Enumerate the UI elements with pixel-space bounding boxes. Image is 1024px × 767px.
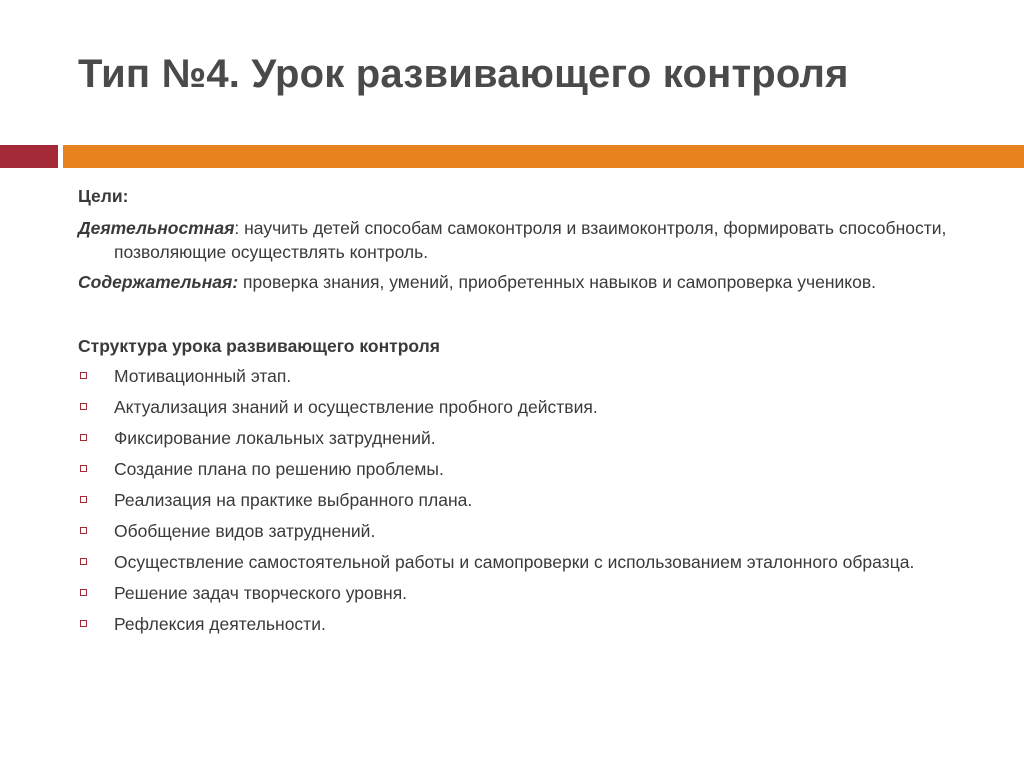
goal-activity-term: Деятельностная xyxy=(78,218,235,238)
slide-title: Тип №4. Урок развивающего контроля xyxy=(78,52,849,96)
structure-heading: Структура урока развивающего контроля xyxy=(78,336,440,356)
structure-list xyxy=(78,364,998,636)
list-item xyxy=(78,612,998,636)
list-item-text: Фиксирование локальных затруднений. xyxy=(114,428,436,448)
list-item-text: Осуществление самостоятельной работы и самопроверки с использованием эталонного образца. xyxy=(114,552,915,572)
list-item-text: Решение задач творческого уровня. xyxy=(114,583,408,603)
list-item xyxy=(78,581,998,605)
goal-content xyxy=(78,270,998,294)
goal-activity xyxy=(78,216,998,264)
list-item xyxy=(78,488,998,512)
square-bullet-icon xyxy=(80,620,87,627)
list-item-text: Мотивационный этап. xyxy=(114,366,292,386)
list-item-text: Актуализация знаний и осуществление пробного действия. xyxy=(114,397,598,417)
square-bullet-icon xyxy=(80,465,87,472)
list-item xyxy=(78,519,998,543)
list-item xyxy=(78,426,998,450)
list-item-text: Создание плана по решению проблемы. xyxy=(114,459,444,479)
list-item xyxy=(78,457,998,481)
square-bullet-icon xyxy=(80,496,87,503)
square-bullet-icon xyxy=(80,403,87,410)
list-item-text: Рефлексия деятельности. xyxy=(114,614,326,634)
goals-heading: Цели: xyxy=(78,186,129,206)
list-item xyxy=(78,550,998,574)
list-item xyxy=(78,364,998,388)
goal-content-term: Содержательная: xyxy=(78,272,239,292)
list-item xyxy=(78,395,998,419)
square-bullet-icon xyxy=(80,589,87,596)
square-bullet-icon xyxy=(80,527,87,534)
list-item-text: Обобщение видов затруднений. xyxy=(114,521,376,541)
list-item-text: Реализация на практике выбранного плана. xyxy=(114,490,473,510)
accent-bar-red xyxy=(0,145,58,168)
accent-bar-orange xyxy=(63,145,1024,168)
square-bullet-icon xyxy=(80,558,87,565)
square-bullet-icon xyxy=(80,434,87,441)
goal-content-text: проверка знания, умений, приобретенных навыков и самопроверка учеников. xyxy=(238,272,877,292)
goal-activity-text: : научить детей способам самоконтроля и взаимоконтроля, формировать способности, позволяющие осуществлять контроль. xyxy=(114,218,947,262)
slide-content xyxy=(78,178,998,643)
square-bullet-icon xyxy=(80,372,87,379)
